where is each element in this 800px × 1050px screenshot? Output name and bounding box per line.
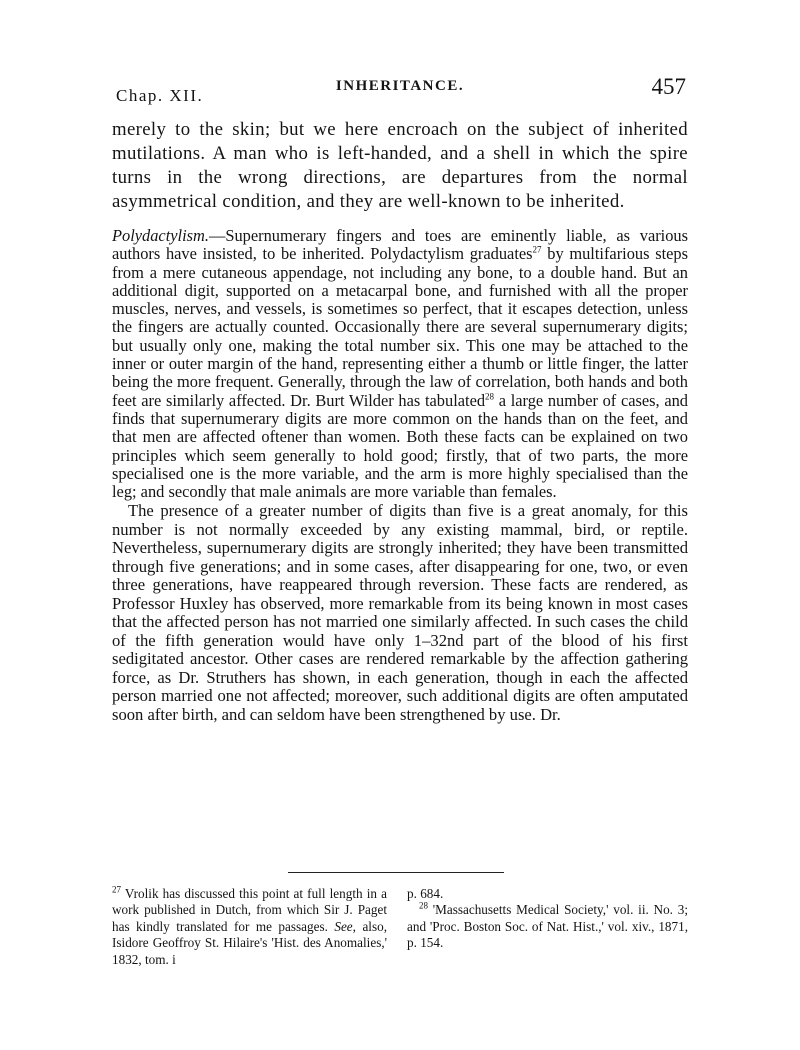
footnote-27-continuation: p. 684. xyxy=(407,886,444,901)
footnote-separator xyxy=(288,872,504,873)
footnote-27 xyxy=(112,886,387,968)
footnote-column-right xyxy=(407,886,688,968)
footnote-text: 'Massachusetts Medical Society,' vol. ii. No. 3; and 'Proc. Boston Soc. of Nat. Hist.,' vol. xiv., 1871, p. 154. xyxy=(407,902,688,951)
footnote-number: 28 xyxy=(419,901,428,912)
paragraph-polydactylism xyxy=(112,227,688,501)
paragraph-text: —Supernumerary fingers and toes are eminently liable, as various authors have insisted, to be inherited. Polydactylism graduates xyxy=(112,226,688,264)
footnote-text: , also, Isidore Geoffroy St. Hilaire's 'Hist. des Anomalies,' 1832, tom. i xyxy=(112,918,387,967)
footnote-see: See xyxy=(334,918,353,934)
section-lead-polydactylism: Polydactylism. xyxy=(112,226,209,245)
footnote-ref-28: 28 xyxy=(485,391,495,402)
footnotes xyxy=(112,886,688,968)
paragraph-continuation: merely to the skin; but we here encroach on the subject of inherited mutilations. A man who is left-handed, and a shell in which the spire turns in the wrong directions, are departures from the normal asymmetrical condition, and they are well-known to be inherited. xyxy=(112,119,688,212)
running-title: INHERITANCE. xyxy=(335,78,465,94)
paragraph-text: a large number of cases, and finds that supernumerary digits are more common on the hands than on the feet, and that men are affected oftener than women. Both these facts can be explained on two principles which seem generally to hold good; firstly, that of two parts, the more specialised one is the more variable, and the arm is more highly specialised than the leg; and secondly that male animals are more variable than females. xyxy=(112,390,688,502)
running-header xyxy=(112,76,688,110)
paragraph-text: by multifarious steps from a mere cutaneous appendage, not including any bone, to a double hand. But an additional digit, supported on a metacarpal bone, and furnished with all the proper muscles, nerves, and vessels, is sometimes so perfect, that it escapes detection, unless the fingers are actually counted. Occasionally there are several supernumerary digits; but usually only one, making the total number six. This one may be attached to the inner or outer margin of the hand, representing either a thumb or little finger, the latter being the more frequent. Generally, through the law of correlation, both hands and both feet are similarly affected. Dr. Burt Wilder has tabulated xyxy=(112,244,688,410)
paragraph-inheritance-digits: The presence of a greater number of digits than five is a great anomaly, for this number is not normally exceeded by any existing mammal, bird, or reptile. Nevertheless, supernumerary digits are strongly inherited; they have been transmitted through five generations; and in some cases, after disappearing for one, two, or even three generations, have reappeared through reversion. These facts are rendered, as Professor Huxley has observed, more remarkable from its being known in most cases that the affected person has not married one similarly affected. In such cases the child of the fifth generation would have only 1–32nd part of the blood of his first sedigitated ancestor. Other cases are rendered remarkable by the affection gathering force, as Dr. Struthers has shown, in each generation, though in each the affected person married one not affected; moreover, such additional digits are often amputated soon after birth, and can seldom have been strengthened by use. Dr. xyxy=(112,501,688,724)
main-text xyxy=(112,118,688,724)
page-number: 457 xyxy=(651,74,686,99)
footnote-text: Vrolik has discussed this point at full length in a work published in Dutch, from which Sir J. Paget has kindly translated for me passages. xyxy=(112,886,387,934)
chapter-label: Chap. XII. xyxy=(116,86,204,105)
footnote-ref-27: 27 xyxy=(532,244,542,255)
footnote-number: 27 xyxy=(112,884,121,895)
footnote-28 xyxy=(407,902,688,951)
